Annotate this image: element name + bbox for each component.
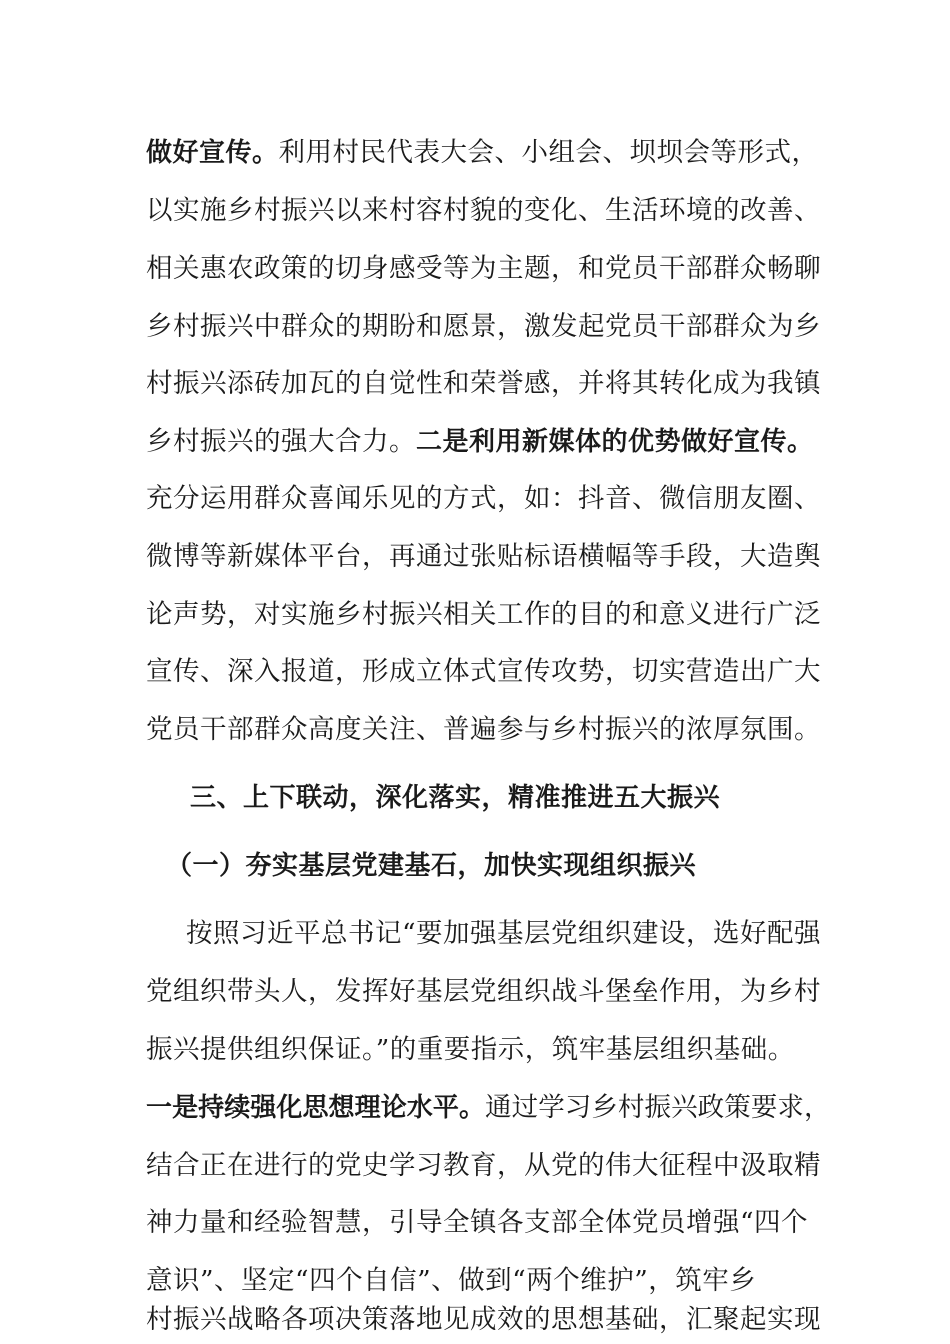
bold-phrase: 二是利用新媒体的优势做好宣传。 (416, 427, 814, 457)
text-line: 振兴提供组织保证。”的重要指示，筑牢基层组织基础。 (146, 1034, 795, 1065)
text-line: 论声势，对实施乡村振兴相关工作的目的和意义进行广泛 (146, 599, 821, 630)
text-line: 按照习近平总书记“要加强基层党组织建设，选好配强 (186, 918, 822, 949)
text-line (146, 133, 819, 173)
text-line: 乡村振兴中群众的期盼和愿景，激发起党员干部群众为乡 (146, 311, 821, 342)
text-line: 村振兴添砖加瓦的自觉性和荣誉感，并将其转化成为我镇 (146, 368, 821, 399)
text-line: 微博等新媒体平台，再通过张贴标语横幅等手段，大造舆 (146, 541, 821, 572)
text-span: 利用村民代表大会、小组会、坝坝会等形式， (278, 137, 819, 168)
bold-phrase: 一是持续强化思想理论水平。 (146, 1093, 486, 1123)
text-line: 党员干部群众高度关注、普遍参与乡村振兴的浓厚氛围。 (146, 714, 821, 745)
bold-phrase: 做好宣传。 (146, 138, 279, 168)
text-line (146, 422, 814, 462)
text-line (146, 1088, 831, 1128)
text-line: 相关惠农政策的切身感受等为主题，和党员干部群众畅聊 (146, 253, 821, 284)
text-line: 意识”、坚定“四个自信”、做到“两个维护”，筑牢乡 (146, 1265, 757, 1296)
text-line: 充分运用群众喜闻乐见的方式，如：抖音、微信朋友圈、 (146, 483, 821, 514)
text-line: 村振兴战略各项决策落地见成效的思想基础，汇聚起实现 (146, 1304, 821, 1335)
text-line: 党组织带头人，发挥好基层党组织战斗堡垒作用，为乡村 (146, 976, 821, 1007)
text-line: 以实施乡村振兴以来村容村貌的变化、生活环境的改善、 (146, 195, 821, 226)
text-line: 宣传、深入报道，形成立体式宣传攻势，切实营造出广大 (146, 656, 821, 687)
text-span: 通过学习乡村振兴政策要求， (485, 1092, 831, 1123)
text-span: 乡村振兴的强大合力。 (146, 426, 416, 457)
text-line: 神力量和经验智慧，引导全镇各支部全体党员增强“四个 (146, 1207, 809, 1238)
subsection-heading: （一）夯实基层党建基石，加快实现组织振兴 (166, 851, 697, 881)
section-heading: 三、上下联动，深化落实，精准推进五大振兴 (190, 783, 721, 813)
text-line: 结合正在进行的党史学习教育，从党的伟大征程中汲取精 (146, 1150, 821, 1181)
